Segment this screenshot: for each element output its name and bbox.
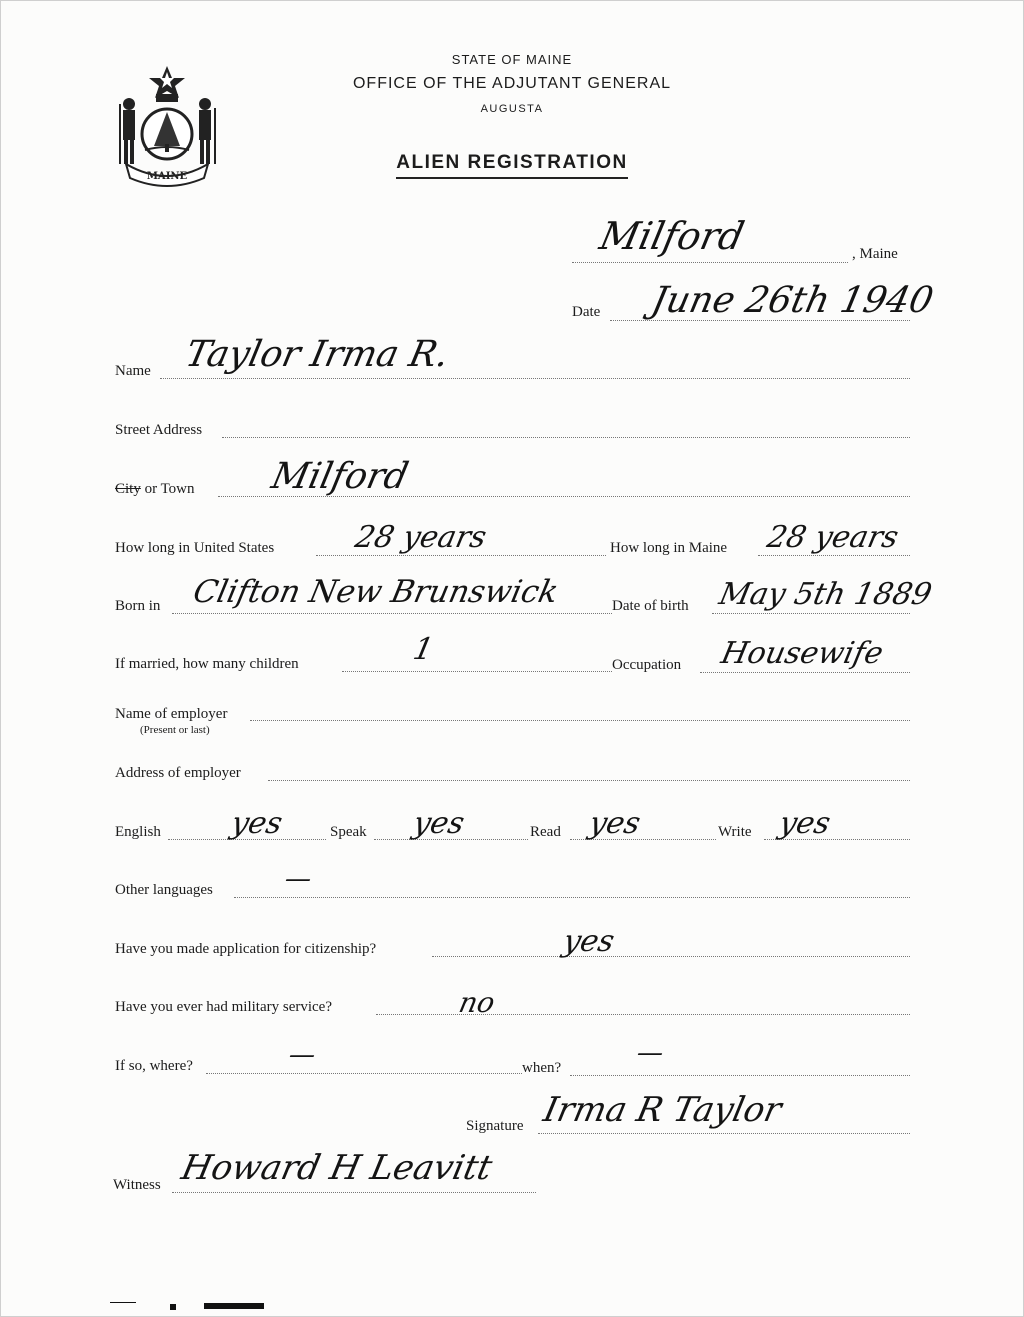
- how-long-us-label: How long in United States: [115, 540, 275, 556]
- where-value: —: [286, 1040, 319, 1070]
- write-label: Write: [718, 824, 752, 840]
- form-title: ALIEN REGISTRATION: [396, 152, 627, 179]
- scan-artifact: [204, 1303, 264, 1309]
- scan-artifact: [170, 1304, 176, 1310]
- witness-label: Witness: [113, 1177, 161, 1193]
- citizenship-value: yes: [560, 924, 618, 959]
- witness-value: Howard H Leavitt: [178, 1148, 496, 1188]
- header-state: STATE OF MAINE: [451, 52, 573, 67]
- city-value: Milford: [268, 456, 412, 497]
- occupation-value: Housewife: [718, 636, 887, 671]
- citizenship-label: Have you made application for citizenship?: [115, 941, 377, 957]
- born-in-value: Clifton New Brunswick: [190, 574, 562, 610]
- speak-label: Speak: [330, 824, 367, 840]
- write-value: yes: [776, 806, 834, 841]
- other-languages-label: Other languages: [115, 882, 213, 898]
- employer-sublabel: (Present or last): [140, 724, 210, 736]
- born-in-label: Born in: [115, 598, 161, 614]
- when-value: —: [634, 1038, 667, 1068]
- read-value: yes: [586, 806, 644, 841]
- employer-label: Name of employer: [115, 706, 228, 722]
- military-label: Have you ever had military service?: [115, 999, 332, 1015]
- date-label: Date: [572, 304, 601, 320]
- city-label-rest: or Town: [140, 481, 195, 497]
- children-value: 1: [410, 632, 437, 667]
- how-long-us-value: 28 years: [352, 520, 490, 555]
- english-label: English: [115, 824, 161, 840]
- employer-address-label: Address of employer: [115, 765, 241, 781]
- place-label: , Maine: [852, 246, 898, 262]
- date-value: June 26th 1940: [648, 280, 937, 321]
- speak-value: yes: [410, 806, 468, 841]
- military-value: no: [456, 986, 498, 1019]
- where-label: If so, where?: [115, 1058, 193, 1074]
- street-label: Street Address: [115, 422, 203, 438]
- english-value: yes: [228, 806, 286, 841]
- header-office: OFFICE OF THE ADJUTANT GENERAL: [352, 75, 672, 92]
- children-label: If married, how many children: [115, 656, 299, 672]
- date-of-birth-label: Date of birth: [612, 598, 689, 614]
- read-label: Read: [530, 824, 561, 840]
- city-label-struck: City: [115, 481, 141, 497]
- occupation-label: Occupation: [612, 657, 682, 673]
- how-long-maine-value: 28 years: [764, 520, 902, 555]
- how-long-maine-label: How long in Maine: [610, 540, 728, 556]
- signature-value: Irma R Taylor: [540, 1090, 786, 1130]
- signature-label: Signature: [466, 1118, 524, 1134]
- name-value: Taylor Irma R.: [182, 334, 453, 375]
- scan-artifact: [110, 1302, 136, 1303]
- name-label: Name: [115, 363, 151, 379]
- when-label: when?: [522, 1060, 562, 1076]
- date-of-birth-value: May 5th 1889: [716, 577, 935, 612]
- header-city: AUGUSTA: [480, 103, 544, 115]
- other-languages-value: —: [282, 864, 315, 894]
- city-label: [115, 481, 195, 498]
- place-value: Milford: [596, 214, 749, 258]
- seal-banner-text: MAINE: [146, 171, 188, 182]
